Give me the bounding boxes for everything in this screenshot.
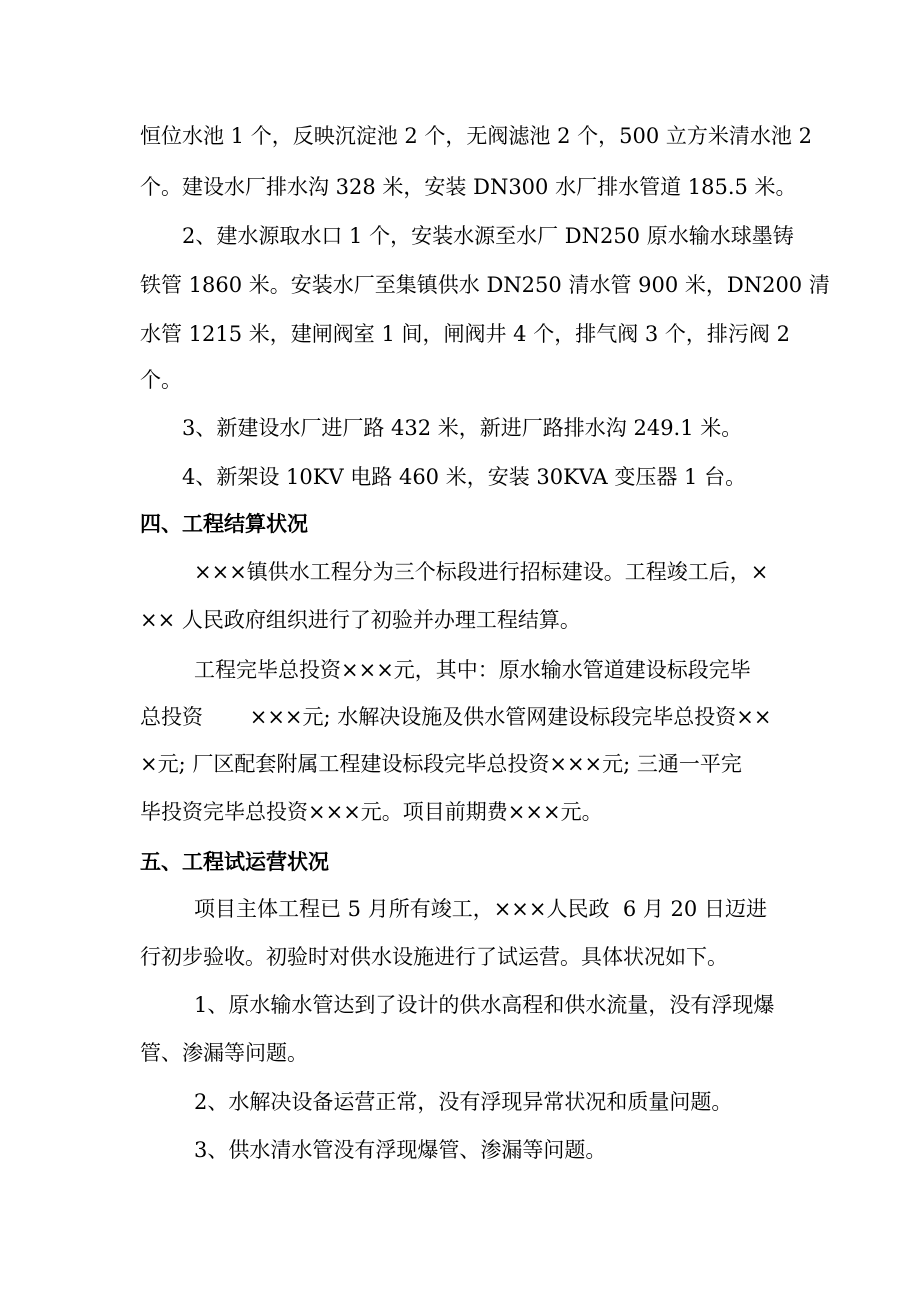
paragraph-line: 个。建设水厂排水沟 328 米，安装 DN300 水厂排水管道 185.5 米。 <box>140 175 797 199</box>
paragraph-line: 2、建水源取水口 1 个，安装水源至水厂 DN250 原水输水球墨铸 <box>182 224 794 248</box>
paragraph-line: 3、供水清水管没有浮现爆管、渗漏等问题。 <box>194 1138 607 1162</box>
paragraph-line: ×元; 厂区配套附属工程建设标段完毕总投资×××元; 三通一平完 <box>140 752 742 776</box>
paragraph-line: 总投资 ×××元; 水解决设施及供水管网建设标段完毕总投资×× <box>140 705 772 729</box>
paragraph-line: 个。 <box>140 368 182 392</box>
paragraph-line: 1、原水输水管达到了设计的供水高程和供水流量，没有浮现爆 <box>194 993 775 1017</box>
paragraph-line: 恒位水池 1 个，反映沉淀池 2 个，无阀滤池 2 个，500 立方米清水池 2 <box>140 124 812 148</box>
paragraph-line: 项目主体工程已 5 月所有竣工，×××人民政 6 月 20 日迈进 <box>194 897 767 921</box>
paragraph-line: 3、新建设水厂进厂路 432 米，新进厂路排水沟 249.1 米。 <box>182 416 743 440</box>
paragraph-line: 铁管 1860 米。安装水厂至集镇供水 DN250 清水管 900 米，DN200 清 <box>140 273 830 297</box>
paragraph-line: 行初步验收。初验时对供水设施进行了试运营。具体状况如下。 <box>140 945 728 969</box>
paragraph-line: 管、渗漏等问题。 <box>140 1041 308 1065</box>
paragraph-line: 毕投资完毕总投资×××元。项目前期费×××元。 <box>140 800 603 824</box>
paragraph-line: 4、新架设 10KV 电路 460 米，安装 30KVA 变压器 1 台。 <box>182 465 747 489</box>
section-heading-5: 五、工程试运营状况 <box>140 849 329 874</box>
paragraph-line: ×××镇供水工程分为三个标段进行招标建设。工程竣工后，× <box>194 560 769 584</box>
paragraph-line: 工程完毕总投资×××元，其中：原水输水管道建设标段完毕 <box>194 658 751 682</box>
section-heading-4: 四、工程结算状况 <box>140 511 308 536</box>
paragraph-line: ×× 人民政府组织进行了初验并办理工程结算。 <box>140 608 581 632</box>
paragraph-line: 水管 1215 米，建闸阀室 1 间，闸阀井 4 个，排气阀 3 个，排污阀 2 <box>140 322 790 346</box>
paragraph-line: 2、水解决设备运营正常，没有浮现异常状况和质量问题。 <box>194 1090 733 1114</box>
